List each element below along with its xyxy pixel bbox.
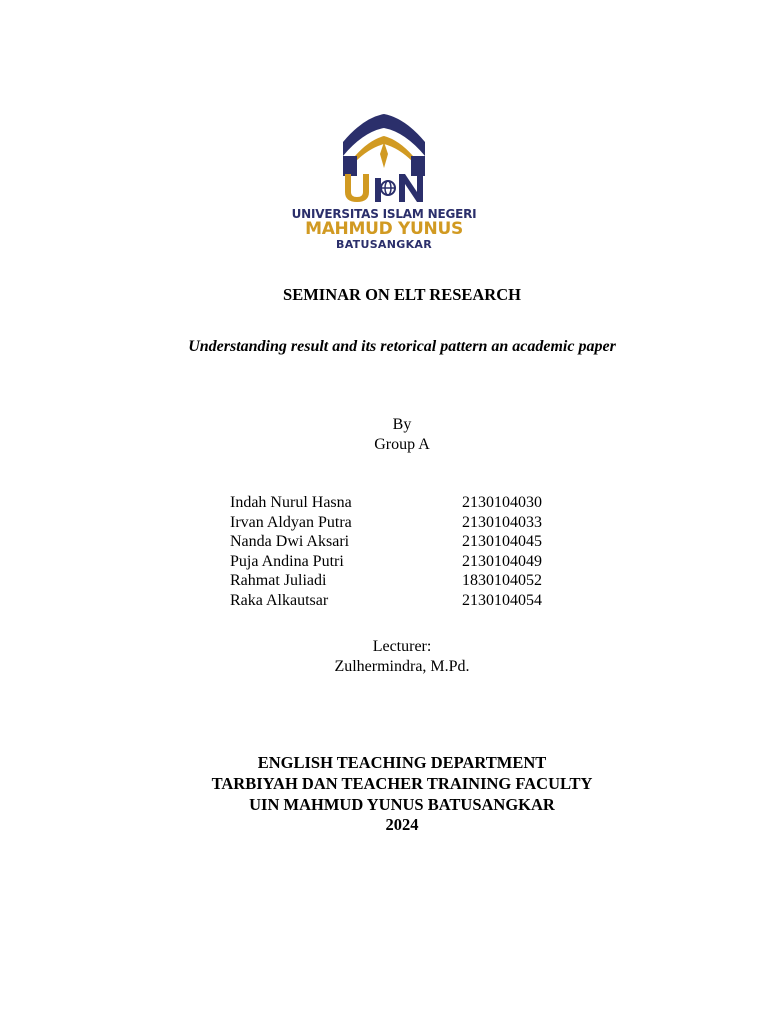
logo-text-university: UNIVERSITAS ISLAM NEGERI xyxy=(291,207,477,221)
lecturer-label: Lecturer: xyxy=(372,638,432,655)
member-nim: 1830104052 xyxy=(462,572,542,589)
uin-emblem-icon xyxy=(341,112,427,204)
member-row xyxy=(230,552,570,572)
member-row xyxy=(230,591,570,611)
member-nim: 2130104030 xyxy=(462,494,542,511)
member-name: Raka Alkautsar xyxy=(230,591,329,609)
logo-text-city: BATUSANGKAR xyxy=(336,238,432,251)
by-label: By xyxy=(392,416,412,433)
group-name: Group A xyxy=(374,436,430,453)
member-name: Puja Andina Putri xyxy=(230,552,344,570)
university-logo xyxy=(0,112,768,250)
member-row xyxy=(230,532,570,552)
document-subtitle: Understanding result and its retorical pattern an academic paper xyxy=(188,338,616,355)
member-name: Indah Nurul Hasna xyxy=(230,494,352,511)
member-nim: 2130104045 xyxy=(462,533,542,550)
faculty-name: TARBIYAH DAN TEACHER TRAINING FACULTY xyxy=(211,774,593,793)
member-nim: 2130104054 xyxy=(462,591,542,609)
member-list xyxy=(230,493,570,610)
logo-text-name: MAHMUD YUNUS xyxy=(305,219,463,239)
member-name: Nanda Dwi Aksari xyxy=(230,533,350,550)
member-name: Irvan Aldyan Putra xyxy=(230,513,352,531)
member-row xyxy=(230,493,570,513)
member-nim: 2130104033 xyxy=(462,513,542,531)
member-row xyxy=(230,513,570,533)
year: 2024 xyxy=(385,815,419,834)
member-row xyxy=(230,571,570,591)
member-nim: 2130104049 xyxy=(462,552,542,570)
lecturer-name: Zulhermindra, M.Pd. xyxy=(334,658,470,675)
department-name: ENGLISH TEACHING DEPARTMENT xyxy=(257,753,547,772)
university-name: UIN MAHMUD YUNUS BATUSANGKAR xyxy=(249,795,555,814)
member-name: Rahmat Juliadi xyxy=(230,572,327,589)
document-title: SEMINAR ON ELT RESEARCH xyxy=(283,285,521,304)
